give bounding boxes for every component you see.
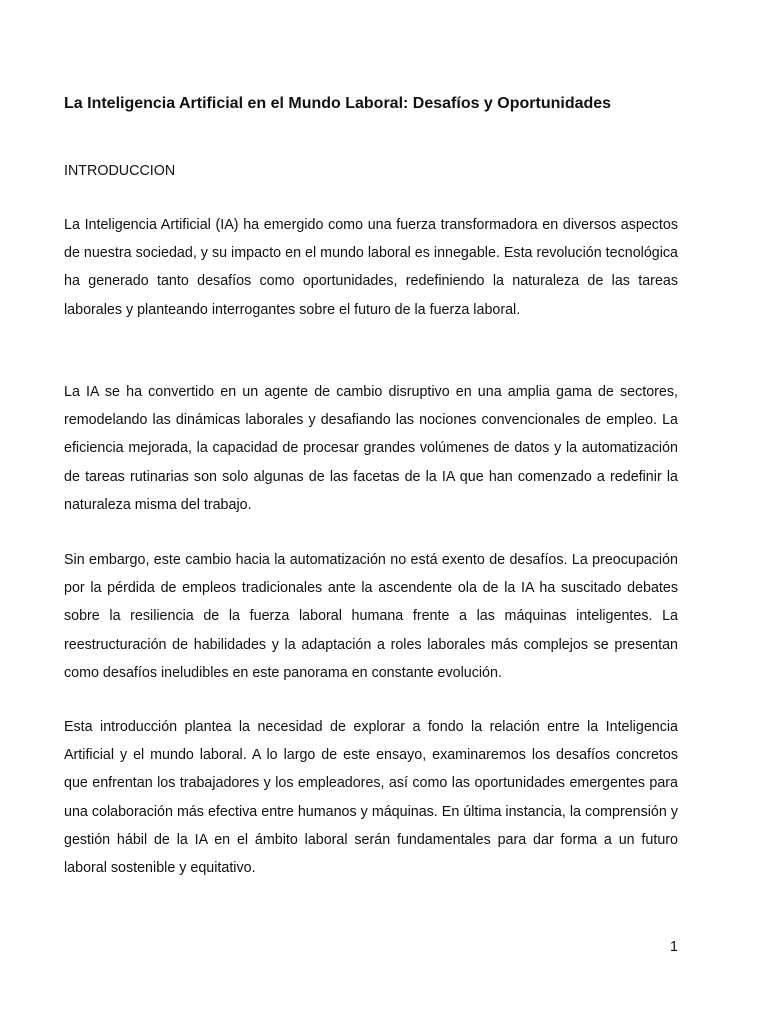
paragraph-3: Sin embargo, este cambio hacia la automatización no está exento de desafíos. La preocupación por la pérdida de empleos tradicionales ante la ascendente ola de la IA ha suscitado debates sobre la resiliencia de la fuerza laboral humana frente a las máquinas inteligentes. La reestructuración de habilidades y la adaptación a roles laborales más complejos se presentan como desafíos ineludibles en este panorama en constante evolución. [64,552,678,681]
paragraph-2: La IA se ha convertido en un agente de cambio disruptivo en una amplia gama de sectores, remodelando las dinámicas laborales y desafiando las nociones convencionales de empleo. La eficiencia mejorada, la capacidad de procesar grandes volúmenes de datos y la automatización de tareas rutinarias son solo algunas de las facetas de la IA que han comenzado a redefinir la naturaleza misma del trabajo. [64,384,678,513]
paragraph-4: Esta introducción plantea la necesidad de explorar a fondo la relación entre la Inteligencia Artificial y el mundo laboral. A lo largo de este ensayo, examinaremos los desafíos concretos que enfrentan los trabajadores y los empleadores, así como las oportunidades emergentes para una colaboración más efectiva entre humanos y máquinas. En última instancia, la comprensión y gestión hábil de la IA en el ámbito laboral serán fundamentales para dar forma a un futuro laboral sostenible y equitativo. [64,719,678,877]
section-heading: INTRODUCCION [64,163,176,179]
page-number: 1 [670,939,678,955]
paragraph-1: La Inteligencia Artificial (IA) ha emergido como una fuerza transformadora en diversos aspectos de nuestra sociedad, y su impacto en el mundo laboral es innegable. Esta revolución tecnológica ha generado tanto desafíos como oportunidades, redefiniendo la naturaleza de las tareas laborales y planteando interrogantes sobre el futuro de la fuerza laboral. [64,217,678,318]
document-title: La Inteligencia Artificial en el Mundo Laboral: Desafíos y Oportunidades [64,95,612,112]
